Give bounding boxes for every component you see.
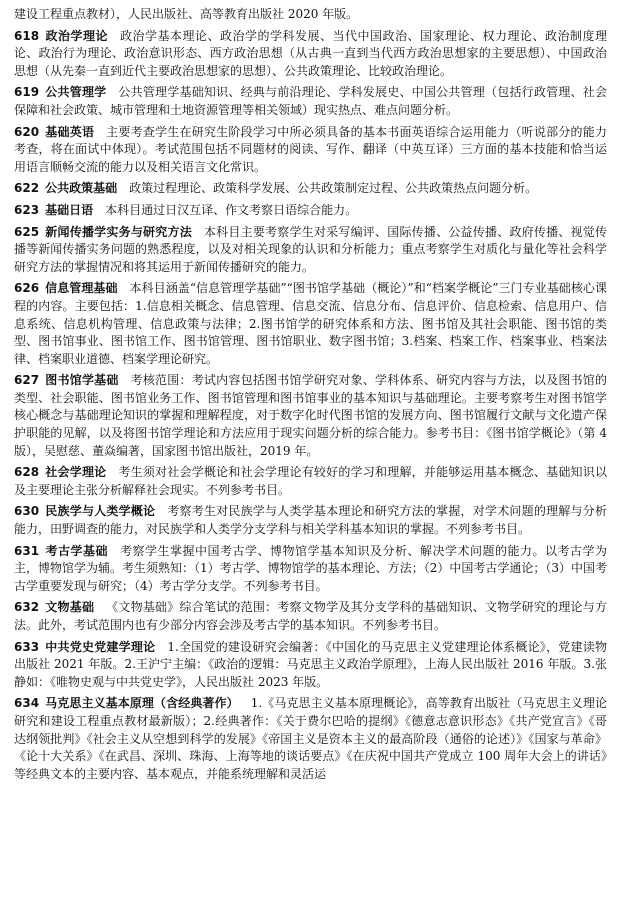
subject-title: 基础日语 — [45, 202, 94, 217]
subject-description: 考察学生掌握中国考古学、博物馆学基本知识及分析、解决学术问题的能力。以考古学为主，博物馆学为辅。考生须熟知：（1）考古学、博物馆学的基本理论、方法；（2）中国考古学通论；（3）中国考古学重要发现与研究；（4）考古学分支学。不列参考书目。 — [14, 543, 607, 593]
subject-title: 中共党史党建学理论 — [45, 639, 156, 654]
subject-title: 公共政策基础 — [45, 181, 118, 196]
subject-entry — [14, 543, 607, 596]
subject-title: 考古学基础 — [45, 543, 109, 558]
subject-title: 马克思主义基本原理（含经典著作） — [45, 696, 239, 711]
subject-entry — [14, 695, 607, 783]
subject-title: 基础英语 — [45, 124, 95, 139]
subject-code: 627 — [14, 373, 40, 388]
subject-code: 623 — [14, 202, 40, 217]
subject-description: 考生须对社会学概论和社会学理论有较好的学习和理解，并能够运用基本概念、基础知识以及主要理论主张分析解释社会现实。不列参考书目。 — [14, 465, 607, 497]
subject-description: 1.全国党的建设研究会编著：《中国化的马克思主义党建理论体系概论》，党建读物出版社 2021 年版。2.王沪宁主编：《政治的逻辑：马克思主义政治学原理》，上海人民出版社 2016 年版。3.张静如：《唯物史观与中共党史学》，人民出版社 2023 年版。 — [14, 639, 607, 689]
subject-entry — [14, 280, 607, 368]
subject-entry — [14, 639, 607, 692]
subject-description: 政策过程理论、政策科学发展、公共政策制定过程、公共政策热点问题分析。 — [129, 181, 538, 196]
subject-title: 信息管理基础 — [45, 281, 118, 296]
subject-list — [14, 28, 607, 784]
subject-description: 政治学基本理论、政治学的学科发展、当代中国政治、国家理论、权力理论、政治制度理论、政治行为理论、政治意识形态、西方政治思想（从古典一直到当代西方政治思想家的主要思想）、中国政治思想（从先秦一直到近代主要政治思想家的思想）、公共政策理论、比较政治理论。 — [14, 28, 607, 78]
subject-entry — [14, 124, 607, 177]
subject-code: 620 — [14, 124, 40, 139]
subject-title: 政治学理论 — [45, 28, 109, 43]
subject-title: 公共管理学 — [45, 85, 107, 100]
subject-code: 625 — [14, 224, 40, 239]
subject-title: 图书馆学基础 — [45, 373, 119, 388]
subject-description: 本科目涵盖“信息管理学基础”“图书馆学基础（概论）”和“档案学概论”三门专业基础核心课程的内容。主要包括：1.信息相关概念、信息管理、信息交流、信息分布、信息评价、信息检索、信息用户、信息系统、信息机构管理、信息政策与法律；2.图书馆学的研究体系和方法、图书馆及其社会职能、图书馆的类型、图书馆事业、图书馆工作、图书馆管理、图书馆职业、数字图书馆；3.档案、档案工作、档案事业、档案法律、档案职业道德、档案学理论研究。 — [14, 281, 607, 366]
subject-description: 本科目主要考察学生对采写编评、国际传播、公益传播、政府传播、视觉传播等新闻传播实务问题的熟悉程度，以及对相关现象的认识和分析能力；重点考察学生对质化与量化等社会科学研究方法的掌握情况和将其运用于新闻传播研究的能力。 — [14, 224, 607, 274]
subject-entry — [14, 599, 607, 634]
subject-entry — [14, 84, 607, 119]
subject-description: 考核范围：考试内容包括图书馆学研究对象、学科体系、研究内容与方法，以及图书馆的类型、社会职能、图书馆业务工作、图书馆管理和图书馆事业的基本知识与基础理论。主要考察考生对图书馆学核心概念与基础理论知识的掌握和理解程度，对于数字化时代图书馆的发展方向、图书馆履行文献与文化遗产保护职能的见解，以及将图书馆学理论和方法应用于现实问题分析的综合能力。参考书目：《图书馆学概论》（第 4 版），吴慰慈、董焱编著，国家图书馆出版社，2019 年。 — [14, 373, 607, 458]
subject-description: 考察考生对民族学与人类学基本理论和研究方法的掌握，对学术问题的理解与分析能力，田野调查的能力，对民族学和人类学分支学科与相关学科基本知识的掌握。不列参考书目。 — [14, 504, 607, 537]
subject-code: 632 — [14, 600, 40, 615]
subject-title: 社会学理论 — [45, 465, 107, 480]
subject-description: 主要考查学生在研究生阶段学习中所必须具备的基本书面英语综合运用能力（听说部分的能力考查，将在面试中体现）。考试范围包括不同题材的阅读、写作、翻译（中英互译）三方面的基本技能和恰当运用语言顺畅交流的能力以及相关语言文化常识。 — [14, 124, 607, 174]
subject-code: 634 — [14, 696, 40, 711]
subject-entry — [14, 28, 607, 81]
subject-description: 1.《马克思主义基本原理概论》，高等教育出版社（马克思主义理论研究和建设工程重点教材最新版）；2.经典著作：《关于费尔巴哈的提纲》《德意志意识形态》《共产党宣言》《哥达纲领批判》《社会主义从空想到科学的发展》《帝国主义是资本主义的最高阶段（通俗的论述）》《国家与革命》《论十大关系》《在武昌、深圳、珠海、上海等地的谈话要点》《在庆祝中国共产党成立 100 周年大会上的讲话》等经典文本的主要内容、基本观点，并能系统理解和灵活运 — [14, 696, 607, 781]
subject-code: 633 — [14, 639, 40, 654]
subject-entry — [14, 372, 607, 460]
subject-description: 公共管理学基础知识、经典与前沿理论、学科发展史、中国公共管理（包括行政管理、社会保障和社会政策、城市管理和土地资源管理等相关领域）现实热点、难点问题分析。 — [14, 85, 607, 117]
subject-entry — [14, 202, 607, 220]
subject-title: 民族学与人类学概论 — [45, 504, 156, 519]
subject-description: 《文物基础》综合笔试的范围：考察文物学及其分支学科的基础知识、文物学研究的理论与方法。此外，考试范围内也有少部分内容会涉及考古学的基本知识。不列参考书目。 — [14, 600, 607, 632]
subject-code: 618 — [14, 28, 40, 43]
subject-code: 626 — [14, 281, 40, 296]
subject-title: 新闻传播学实务与研究方法 — [45, 224, 192, 239]
subject-code: 628 — [14, 465, 40, 480]
subject-title: 文物基础 — [45, 600, 95, 615]
subject-code: 631 — [14, 543, 40, 558]
subject-description: 本科目通过日汉互译、作文考察日语综合能力。 — [105, 202, 358, 217]
subject-code: 630 — [14, 504, 40, 519]
subject-entry — [14, 224, 607, 277]
lead-paragraph: 建设工程重点教材），人民出版社、高等教育出版社 2020 年版。 — [14, 7, 359, 21]
subject-code: 619 — [14, 85, 40, 100]
subject-entry — [14, 464, 607, 499]
subject-code: 622 — [14, 181, 40, 196]
subject-entry — [14, 503, 607, 538]
subject-entry — [14, 180, 607, 198]
